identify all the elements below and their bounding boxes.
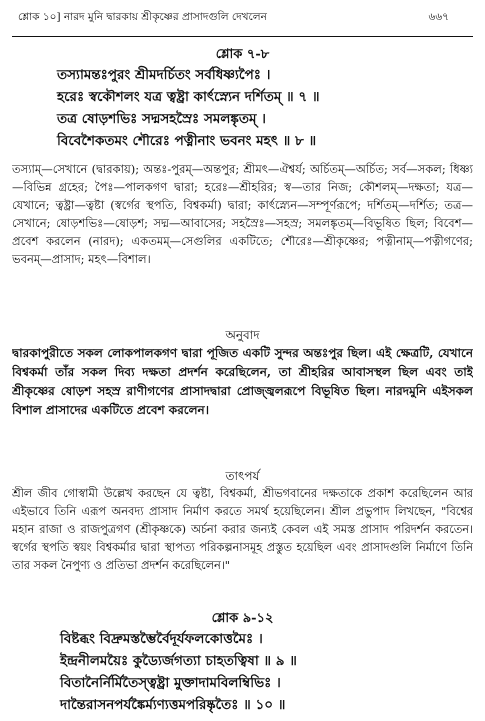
translation-section <box>12 326 473 466</box>
verse-line: হরেঃ স্বকৌশলং যত্র ত্বষ্ট্রা কার্ৎস্ন্যেন দর্শিতম্ ॥ ৭ ॥ <box>57 89 320 105</box>
synonyms: তস্যাম্—সেখানে (দ্বারকায়); অন্তঃ-পুরম্—অন্তপুর; শ্রীমৎ—ঐশ্বর্য; অর্চিতম্—অর্চিত; সর্ব—সকল; ধিষ্ণ্য—বিভিন্ন গ্রহের; পৈঃ—পালকগণ দ্বারা; হরেঃ—শ্রীহরির; স্ব—তার নিজ; কৌশলম্—দক্ষতা; যত্র—যেখানে; ত্বষ্ট্রা—ত্বষ্টা (স্বর্গের স্থপতি, বিশ্বকর্মা) দ্বারা; কার্ৎস্ন্যেন—সম্পূর্ণরূপে; দর্শিতম্—দর্শিত; তত্র—সেখানে; ষোড়শভিঃ—ষোড়শ; সদ্ম—আবাসের; সহস্রৈঃ—সহস্র; সমলঙ্কৃতম্—বিভূষিত ছিল; বিবেশ—প্রবেশ করলেন (নারদ); একতমম্—সেগুলির একটিতে; শৌরেঃ—শ্রীকৃষ্ণের; পত্নীনাম্—পত্নীগণের; ভবনম্—প্রাসাদ; মহৎ—বিশাল। <box>12 162 473 266</box>
verse-heading: শ্লোক ৭-৮ <box>215 47 270 62</box>
page-number: ৬৬৭ <box>428 11 449 23</box>
verse-9-12 <box>12 610 473 718</box>
verse-line: বিবেশৈকতমং শৌরেঃ পত্নীনাং ভবনং মহৎ ॥ ৮ ॥ <box>57 133 317 149</box>
header-rule <box>12 36 473 37</box>
purport-title: তাৎপর্য <box>225 469 260 483</box>
translation-title: অনুবাদ <box>225 328 260 342</box>
running-header <box>12 8 473 28</box>
purport-section <box>12 467 473 607</box>
verse-heading: শ্লোক ৯-১২ <box>211 611 274 626</box>
verse-line: তস্যামন্তঃপুরং শ্রীমদর্চিতং সর্বধিষ্ণ্যপৈঃ । <box>57 67 271 83</box>
translation-text: দ্বারকাপুরীতে সকল লোকপালকগণ দ্বারা পূজিত একটি সুন্দর অন্তঃপুর ছিল। এই ক্ষেত্রটি, যেখানে বিশ্বকর্মা তাঁর সকল দিব্য দক্ষতা প্রদর্শন করেছিলেন, তা শ্রীহরির আবাসস্থল ছিল এবং তাই শ্রীকৃষ্ণের ষোড়শ সহস্র রাণীগণের প্রাসাদদ্বারা প্রোজ্জ্বলরূপে বিভূষিত ছিল। নারদমুনি এইসকল বিশাল প্রাসাদের একটিতে প্রবেশ করলেন। <box>12 346 473 417</box>
verse-line: বিতানৈর্নির্মিতৈস্ত্বষ্ট্রা মুক্তাদামবিলম্বিভিঃ । <box>60 675 281 691</box>
verse-line: দান্তৈরাসনপর্যঙ্কৈর্ম্যণ্যত্তমপরিষ্কৃতৈঃ ॥ ১০ ॥ <box>60 697 286 713</box>
verse-line: বিষ্টব্ধং বিদ্রুমস্তম্ভৈর্বৈদূর্যফলকোত্তমৈঃ । <box>60 631 263 647</box>
verse-line: ইন্দ্রনীলময়ৈঃ কুড্যৈর্জগত্যা চাহতত্বিষা ॥ ৯ ॥ <box>60 653 297 669</box>
purport-text: শ্রীল জীব গোস্বামী উল্লেখ করছেন যে ত্বষ্টা, বিশ্বকর্মা, শ্রীভগবানের দক্ষতাকে প্রকাশ করেছিলেন আর এইভাবে তিনি এরূপ অনবদ্য প্রাসাদ নির্মাণ করতে সমর্থ হয়েছিলেন। শ্রীল প্রভুপাদ লিখছেন, "বিশ্বের মহান রাজা ও রাজপুত্রগণ (শ্রীকৃষ্ণকে) অর্চনা করার জন্যই কেবল এই সমস্ত প্রাসাদ পরিদর্শন করতেন। স্বর্গের স্থপতি স্বয়ং বিশ্বকর্মার দ্বারা স্থাপত্য পরিকল্পনাসমূহ প্রস্তুত হয়েছিল এবং প্রাসাদগুলি নির্মাণে তিনি তার সকল নৈপুণ্য ও প্রতিভা প্রদর্শন করেছিলেন।" <box>12 487 473 572</box>
verse-7-8 <box>12 46 473 156</box>
verse-line: তত্র ষোড়শভিঃ সদ্মসহস্রৈঃ সমলঙ্কৃতম্ । <box>57 111 267 127</box>
header-title: শ্লোক ১০] নারদ মুনি দ্বারকায় শ্রীকৃষ্ণের প্রাসাদগুলি দেখলেন <box>18 11 267 23</box>
